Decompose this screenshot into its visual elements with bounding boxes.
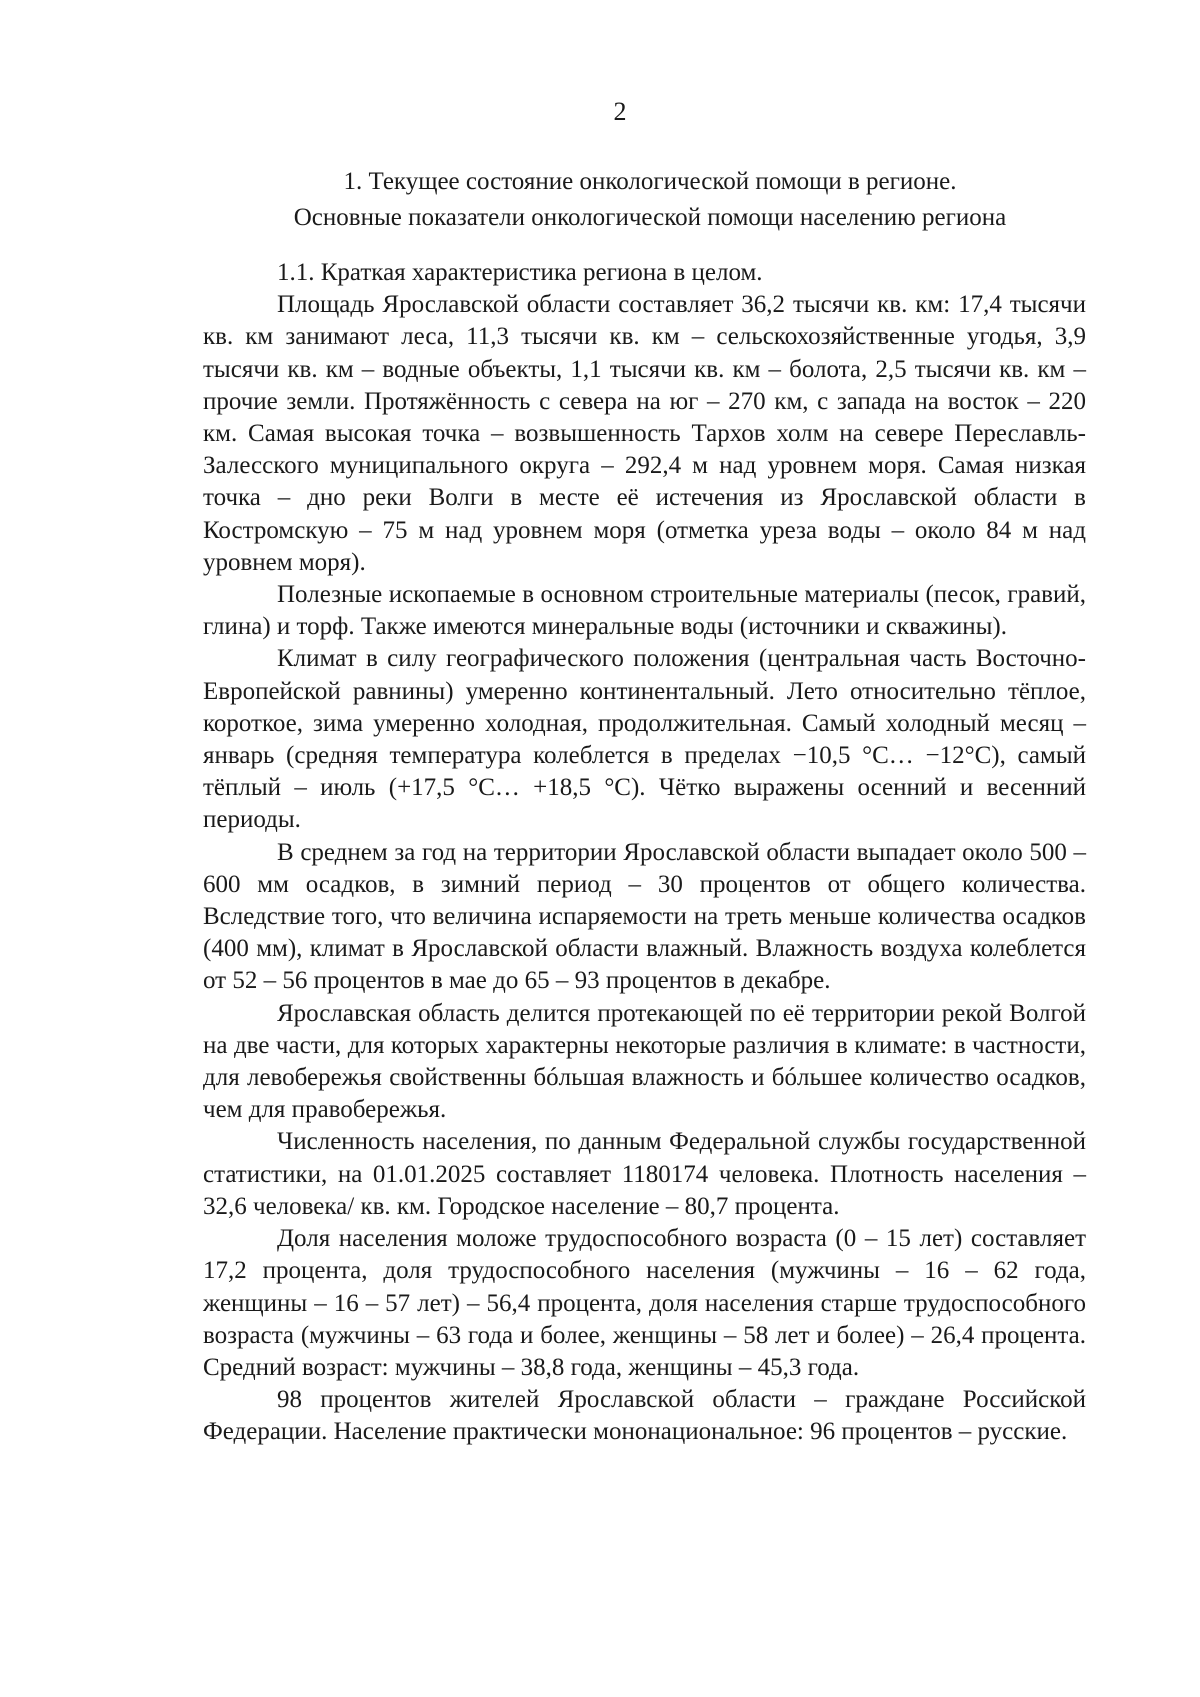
paragraph-climate: Климат в силу географического положения (центральная часть Восточно-Европейской равнины) умеренно континентальный. Лето относительно тёплое, короткое, зима умеренно холодная, продолжительная. Самый холодный месяц – январь (средняя температура колеблется в пределах −10,5 °С… −12°С), самый тёплый – июль (+17,5 °С… +18,5 °С). Чётко выражены осенний и весенний периоды. [203,645,1086,834]
document-body [203,257,1086,1449]
subsection-heading: 1.1. Краткая характеристика региона в целом. [277,259,763,286]
section-heading-line-1: 1. Текущее состояние онкологической помощи в регионе. [343,168,957,195]
paragraph-nationality: 98 процентов жителей Ярославской области – граждане Российской Федерации. Население практически мононациональное: 96 процентов – русские. [203,1386,1086,1446]
paragraph-minerals: Полезные ископаемые в основном строительные материалы (песок, гравий, глина) и торф. Также имеются минеральные воды (источники и скважины). [203,581,1086,641]
section-heading-line-2: Основные показатели онкологической помощи населению региона [293,204,1007,231]
section-heading [200,164,1100,236]
paragraph-population: Численность населения, по данным Федеральной службы государственной статистики, на 01.01.2025 составляет 1180174 человека. Плотность населения – 32,6 человека/ кв. км. Городское население – 80,7 процента. [203,1128,1086,1220]
paragraph-volga: Ярославская область делится протекающей по её территории рекой Волгой на две части, для которых характерны некоторые различия в климате: в частности, для левобережья свойственны бóльшая влажность и бóльшее количество осадков, чем для правобережья. [203,999,1086,1124]
paragraph-age-structure: Доля населения моложе трудоспособного возраста (0 – 15 лет) составляет 17,2 процента, доля трудоспособного населения (мужчины – 16 – 62 года, женщины – 16 – 57 лет) – 56,4 процента, доля населения старше трудоспособного возраста (мужчины – 63 года и более, женщины – 58 лет и более) – 26,4 процента. Средний возраст: мужчины – 38,8 года, женщины – 45,3 года. [203,1225,1086,1381]
page-number: 2 [613,97,627,126]
paragraph-precipitation: В среднем за год на территории Ярославской области выпадает около 500 – 600 мм осадков, в зимний период – 30 процентов от общего количества. Вследствие того, что величина испаряемости на треть меньше количества осадков (400 мм), климат в Ярославской области влажный. Влажность воздуха колеблется от 52 – 56 процентов в мае до 65 – 93 процентов в декабре. [203,838,1086,995]
paragraph-area: Площадь Ярославской области составляет 36,2 тысячи кв. км: 17,4 тысячи кв. км занимают леса, 11,3 тысячи кв. км – сельскохозяйственные угодья, 3,9 тысячи кв. км – водные объекты, 1,1 тысячи кв. км – болота, 2,5 тысячи кв. км – прочие земли. Протяжённость с севера на юг – 270 км, с запада на восток – 220 км. Самая высокая точка – возвышенность Тархов холм на севере Переславль-Залесского муниципального округа – 292,4 м над уровнем моря. Самая низкая точка – дно реки Волги в месте её истечения из Ярославской области в Костромскую – 75 м над уровнем моря (отметка уреза воды – около 84 м над уровнем моря). [203,291,1086,576]
